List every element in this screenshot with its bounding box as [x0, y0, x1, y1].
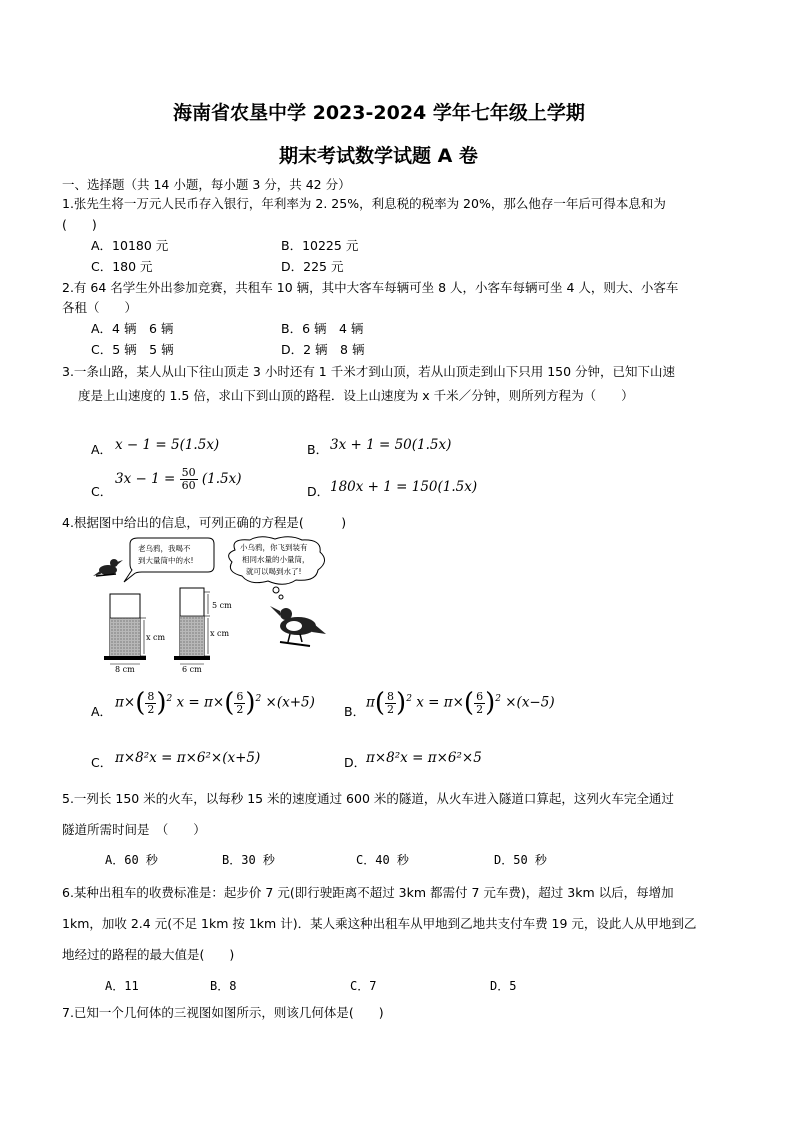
q3-option-d-label: D． — [307, 484, 330, 499]
q2-option-d: D．2 辆 8 辆 — [281, 342, 365, 357]
bubble-2-text-c: 就可以喝到水了! — [246, 567, 302, 576]
q2-line-2: 各租（ ） — [62, 300, 138, 315]
q3-option-d-expr: 180x + 1 = 150(1.5x) — [330, 479, 478, 495]
q3-option-a-expr: x − 1 = 5(1.5x) — [115, 437, 220, 453]
q3-option-c-post: (1.5x) — [201, 471, 242, 487]
q4-option-a-label: A． — [91, 704, 113, 719]
q4-option-d-expr: π×8²x = π×6²×5 — [366, 750, 482, 766]
q1-option-c: C．180 元 — [91, 259, 153, 274]
q5-line-1: 5.一列长 150 米的火车，以每秒 15 米的速度通过 600 米的隧道，从火车进入隧道口算起，这列火车完全通过 — [62, 791, 674, 806]
q5-option-b: B．30 秒 — [222, 853, 275, 867]
q6-line-1: 6.某种出租车的收费标准是：起步价 7 元(即行驶距离不超过 3km 都需付 7 元车费)，超过 3km 以后，每增加 — [62, 885, 674, 900]
title-line-1: 海南省农垦中学 2023-2024 学年七年级上学期 — [173, 102, 585, 124]
section-heading: 一、选择题（共 14 小题，每小题 3 分，共 42 分） — [62, 177, 351, 192]
large-cylinder — [104, 594, 146, 664]
q6-line-3: 地经过的路程的最大值是( ) — [62, 947, 235, 962]
q4-option-b-label: B． — [344, 704, 366, 719]
crow-large-icon — [270, 606, 326, 646]
q3-option-b-expr: 3x + 1 = 50(1.5x) — [330, 437, 452, 453]
q2-option-c: C．5 辆 5 辆 — [91, 342, 174, 357]
q6-option-b: B．8 — [210, 979, 237, 993]
q4-figure — [90, 536, 340, 676]
q4-line-1: 4.根据图中给出的信息，可列正确的方程是( ) — [62, 515, 347, 530]
q6-line-2: 1km，加收 2.4 元(不足 1km 按 1km 计)．某人乘这种出租车从甲地到乙地共支付车费 19 元，设此人从甲地到乙 — [62, 916, 697, 931]
bubble-1-text-b: 到大量筒中的水! — [138, 556, 194, 565]
label-xcm-small: x cm — [210, 629, 230, 638]
q1-line-1: 1.张先生将一万元人民币存入银行，年利率为 2. 25%，利息税的税率为 20%，那么他存一年后可得本息和为 — [62, 196, 666, 211]
q1-option-b: B．10225 元 — [281, 238, 359, 253]
q5-option-d: D．50 秒 — [494, 853, 547, 867]
q2-line-1: 2.有 64 名学生外出参加竞赛，共租车 10 辆，其中大客车每辆可坐 8 人，小客车每辆可坐 4 人，则大、小客车 — [62, 280, 679, 295]
q4-option-c-expr: π×8²x = π×6²×(x+5) — [115, 750, 261, 766]
q4-option-d-label: D． — [344, 755, 367, 770]
q6-option-c: C．7 — [350, 979, 377, 993]
q3-option-b-label: B． — [307, 442, 329, 457]
q5-option-a: A．60 秒 — [105, 853, 158, 867]
q3-option-c-expr — [115, 467, 242, 492]
q4-option-a-expr: π×( $\frac{8}{2}$ )$^2$ x = π×( $\frac{6}{2}$ )$^2$ ×(x+5) — [115, 688, 315, 718]
q5-option-c: C．40 秒 — [356, 853, 409, 867]
q4-option-b-expr: π( $\frac{8}{2}$ )$^2$ x = π×( $\frac{6}{2}$ )$^2$ ×(x−5) — [366, 688, 555, 718]
q3-option-c-label: C． — [91, 484, 113, 499]
q2-option-a: A．4 辆 6 辆 — [91, 321, 174, 336]
label-5cm: 5 cm — [212, 601, 232, 610]
label-8cm: 8 cm — [115, 665, 135, 674]
q6-option-a: A．11 — [105, 979, 139, 993]
small-cylinder — [174, 588, 210, 664]
q3-line-1: 3.一条山路，某人从山下往山顶走 3 小时还有 1 千米才到山顶，若从山顶走到山下只用 150 分钟，已知下山速 — [62, 364, 676, 379]
crow-small-icon — [93, 559, 123, 576]
bubble-2-text-b: 相同水量的小量筒， — [242, 555, 310, 564]
q1-option-a: A．10180 元 — [91, 238, 169, 253]
bubble-2-text-a: 小乌鸦，你飞到装有 — [240, 543, 308, 552]
q7-line-1: 7.已知一个几何体的三视图如图所示，则该几何体是( ) — [62, 1005, 384, 1020]
label-xcm-large: x cm — [146, 633, 166, 642]
q2-option-b: B．6 辆 4 辆 — [281, 321, 364, 336]
title-line-2: 期末考试数学试题 A 卷 — [279, 145, 478, 167]
q3-option-a-label: A． — [91, 442, 113, 457]
label-6cm: 6 cm — [182, 665, 202, 674]
q3-option-c-pre: 3x − 1 = — [115, 471, 176, 487]
q5-line-2: 隧道所需时间是 （ ） — [62, 822, 206, 837]
q6-option-d: D．5 — [490, 979, 517, 993]
q1-line-2: ( ) — [62, 217, 97, 232]
q3-option-c-fraction: $\frac{50}{60}$ — [181, 466, 196, 492]
q3-line-2: 度是上山速度的 1.5 倍，求山下到山顶的路程．设上山速度为 x 千米／分钟，则所列方程为（ ） — [78, 388, 634, 403]
bubble-1-text-a: 老乌鸦，我喝不 — [138, 544, 191, 553]
q1-option-d: D．225 元 — [281, 259, 344, 274]
q4-option-c-label: C． — [91, 755, 113, 770]
